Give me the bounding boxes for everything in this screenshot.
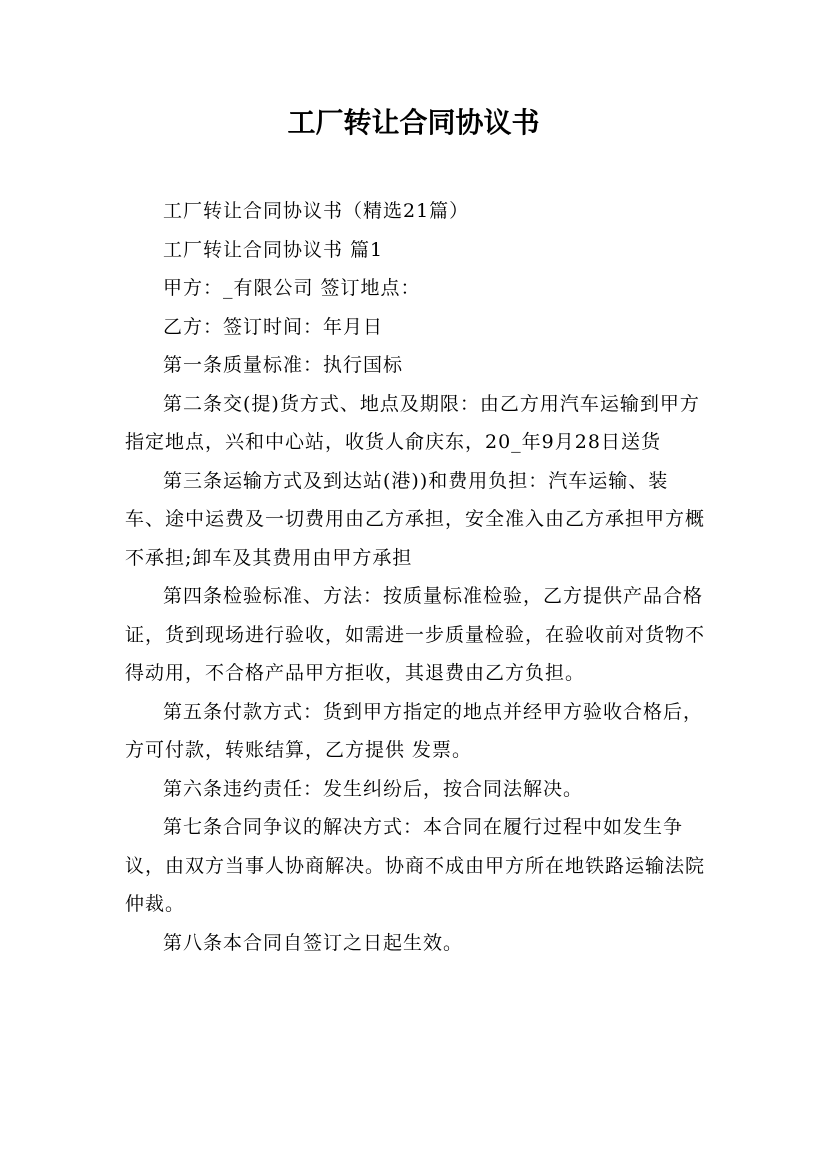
document-body bbox=[125, 192, 705, 962]
paragraph-article-4: 第四条检验标准、方法：按质量标准检验，乙方提供产品合格证，货到现场进行验收，如需进一步质量检验，在验收前对货物不得动用，不合格产品甲方拒收，其退费由乙方负担。 bbox=[125, 585, 706, 684]
paragraph-article-7: 第七条合同争议的解决方式：本合同在履行过程中如发生争议，由双方当事人协商解决。协商不成由甲方所在地铁路运输法院仲裁。 bbox=[125, 816, 706, 915]
paragraph-article-5: 第五条付款方式：货到甲方指定的地点并经甲方验收合格后，方可付款，转账结算，乙方提供 发票。 bbox=[125, 700, 704, 761]
paragraph-party-b: 乙方：签订时间：年月日 bbox=[163, 315, 384, 338]
paragraph-subtitle: 工厂转让合同协议书（精选21篇） bbox=[163, 200, 470, 222]
paragraph-article-3: 第三条运输方式及到达站(港))和费用负担：汽车运输、装车、途中运费及一切费用由乙方承担，安全准入由乙方承担甲方概不承担;卸车及其费用由甲方承担 bbox=[125, 469, 706, 569]
paragraph-article-2: 第二条交(提)货方式、地点及期限：由乙方用汽车运输到甲方指定地点，兴和中心站，收货人俞庆东，20_年9月28日送货 bbox=[125, 392, 700, 453]
document-title: 工厂转让合同协议书 bbox=[287, 106, 540, 139]
paragraph-article-6: 第六条违约责任：发生纠纷后，按合同法解决。 bbox=[163, 777, 584, 800]
paragraph-article-1: 第一条质量标准：执行国标 bbox=[163, 354, 404, 376]
paragraph-article-8: 第八条本合同自签订之日起生效。 bbox=[163, 931, 464, 954]
paragraph-party-a: 甲方：_有限公司 签订地点： bbox=[163, 277, 421, 299]
paragraph-section-heading: 工厂转让合同协议书 篇1 bbox=[163, 238, 384, 261]
